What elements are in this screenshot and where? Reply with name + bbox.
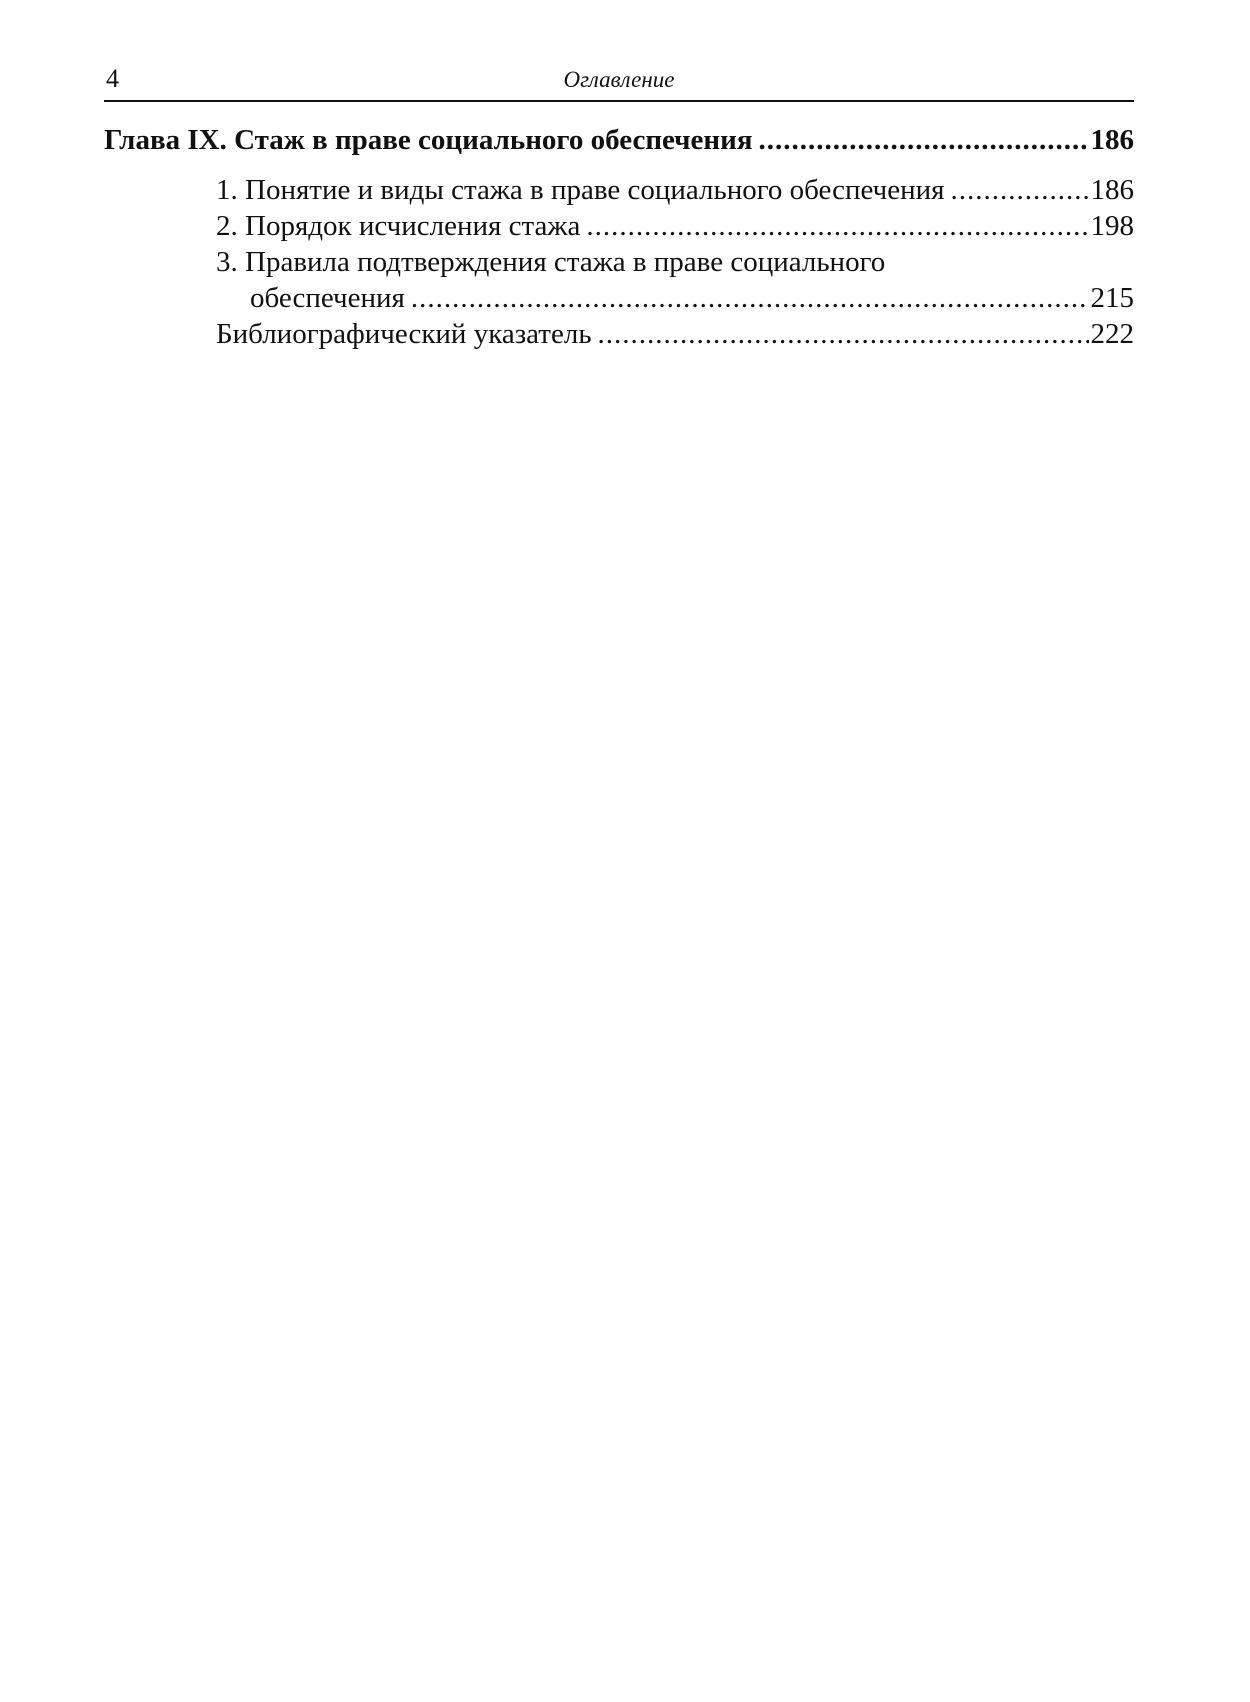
- toc-bibliography-entry: [104, 316, 1134, 352]
- table-of-contents: [104, 122, 1134, 352]
- toc-page-number: 186: [1090, 174, 1134, 206]
- toc-section-title: 3. Правила подтверждения стажа в праве социального: [216, 246, 886, 278]
- page-number: 4: [106, 64, 119, 93]
- toc-section-title-continued: обеспечения: [250, 282, 405, 314]
- running-header-title: Оглавление: [563, 67, 675, 92]
- toc-section-entry-first-line: [104, 244, 1134, 280]
- toc-page-number: 215: [1090, 282, 1134, 314]
- toc-section-title: 2. Порядок исчисления стажа: [216, 210, 581, 242]
- dot-leader: [598, 316, 1089, 352]
- toc-page-number: 198: [1090, 210, 1134, 242]
- dot-leader: [759, 122, 1089, 158]
- toc-section-title: 1. Понятие и виды стажа в праве социального обеспечения: [216, 174, 945, 206]
- toc-chapter-entry: [104, 122, 1134, 158]
- toc-chapter-title: Глава IX. Стаж в праве социального обеспечения: [104, 124, 753, 156]
- running-header: [104, 58, 1134, 102]
- toc-section-entry-continuation: [104, 280, 1134, 316]
- dot-leader: [411, 280, 1089, 316]
- toc-page-number: 186: [1090, 124, 1134, 156]
- toc-page-number: 222: [1090, 318, 1134, 350]
- toc-section-title: Библиографический указатель: [216, 318, 592, 350]
- dot-leader: [951, 172, 1089, 208]
- toc-section-entry: [104, 172, 1134, 208]
- toc-section-entry: [104, 208, 1134, 244]
- dot-leader: [586, 208, 1088, 244]
- document-page: [104, 58, 1134, 352]
